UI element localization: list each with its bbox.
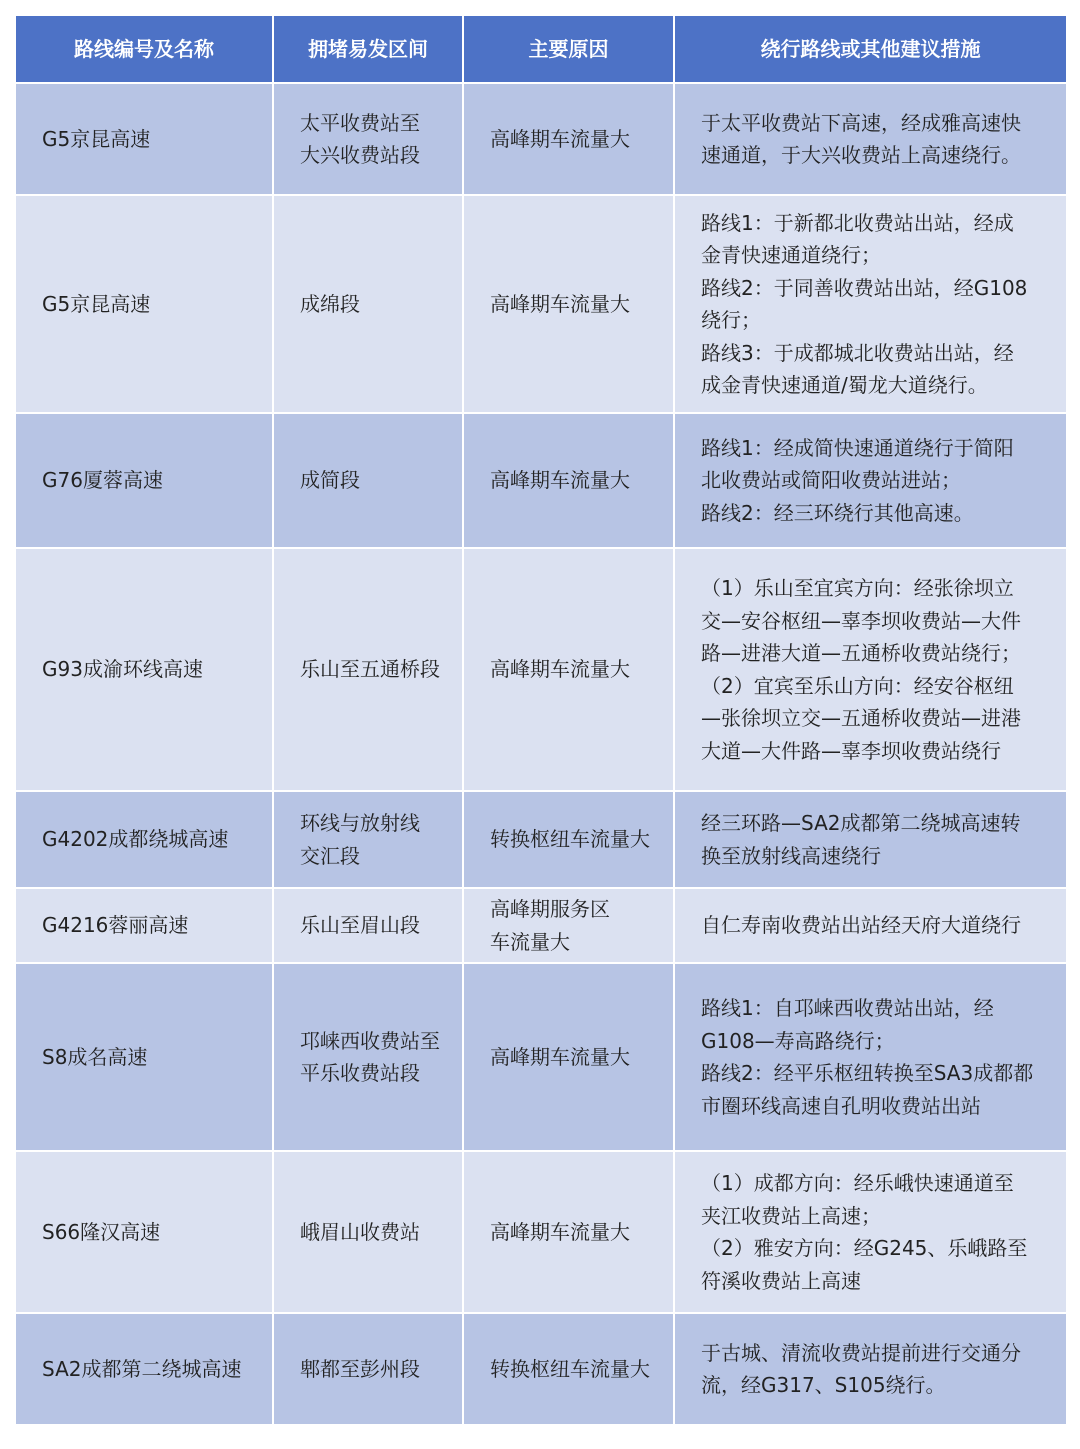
- detour-advice-cell-line: 金青快速通道绕行；: [701, 243, 881, 267]
- main-reason-cell: [463, 888, 674, 963]
- congestion-section-cell-line: 大兴收费站段: [300, 143, 420, 167]
- detour-advice-cell-line: （2）宜宾至乐山方向：经安谷枢纽: [701, 673, 1014, 698]
- main-reason-cell-line: 高峰期服务区: [490, 897, 610, 921]
- detour-advice-cell-line: 速通道，于大兴收费站上高速绕行。: [701, 143, 1021, 167]
- table-row: [15, 791, 1067, 888]
- main-reason-cell-line: 高峰期车流量大: [490, 291, 630, 316]
- route-name-cell: G93成渝环线高速: [15, 548, 273, 791]
- detour-advice-cell-line: （1）成都方向：经乐峨快速通道至: [701, 1171, 1014, 1195]
- route-name-cell: G4202成都绕城高速: [15, 791, 273, 888]
- detour-advice-cell: [674, 1151, 1067, 1313]
- detour-advice-cell: [674, 1313, 1067, 1425]
- main-reason-cell-line: 高峰期车流量大: [490, 126, 630, 151]
- table-row: [15, 548, 1067, 791]
- detour-advice-cell-line: 符溪收费站上高速: [701, 1268, 861, 1293]
- route-name-cell: G5京昆高速: [15, 195, 273, 413]
- detour-advice-cell-line: 市圈环线高速自孔明收费站出站: [701, 1093, 981, 1118]
- detour-advice-cell-line: 于古城、清流收费站提前进行交通分: [701, 1340, 1021, 1365]
- main-reason-cell-line: 高峰期车流量大: [490, 468, 630, 493]
- main-reason-cell: [463, 83, 674, 195]
- congestion-section-cell-line: 成简段: [300, 468, 360, 493]
- congestion-section-cell-line: 乐山至五通桥段: [300, 657, 440, 682]
- congestion-section-cell-line: 邛崃西收费站至: [300, 1028, 440, 1053]
- detour-advice-cell-line: 绕行；: [701, 308, 761, 332]
- table-row: [15, 195, 1067, 413]
- main-reason-cell-line: 转换枢纽车流量大: [490, 827, 650, 852]
- detour-advice-cell-line: 夹江收费站上高速；: [701, 1203, 881, 1228]
- congestion-section-cell: [273, 83, 463, 195]
- main-reason-cell: [463, 195, 674, 413]
- detour-advice-cell-line: 路线1：于新都北收费站出站，经成: [701, 210, 1014, 235]
- main-reason-cell-line: 高峰期车流量大: [490, 657, 630, 682]
- detour-advice-cell-line: 于太平收费站下高速，经成雅高速快: [701, 110, 1021, 135]
- detour-advice-cell: [674, 195, 1067, 413]
- congestion-section-cell: [273, 548, 463, 791]
- congestion-section-cell: [273, 791, 463, 888]
- congestion-section-cell-line: 环线与放射线: [300, 811, 420, 835]
- main-reason-cell-line: 高峰期车流量大: [490, 1044, 630, 1069]
- header-detour: 绕行路线或其他建议措施: [674, 15, 1067, 83]
- detour-advice-cell-line: （2）雅安方向：经G245、乐峨路至: [701, 1236, 1028, 1260]
- congestion-section-cell: [273, 413, 463, 548]
- detour-advice-cell-line: 大道—大件路—辜李坝收费站绕行: [701, 738, 1001, 763]
- detour-advice-cell: [674, 963, 1067, 1151]
- detour-advice-cell-line: 路线1：自邛崃西收费站出站，经: [701, 996, 994, 1020]
- detour-advice-cell-line: 路—进港大道—五通桥收费站绕行；: [701, 641, 1021, 665]
- detour-table-sheet: [14, 14, 1066, 1426]
- detour-advice-cell-line: 流，经G317、S105绕行。: [701, 1373, 946, 1397]
- detour-advice-cell: [674, 413, 1067, 548]
- route-name-cell: S8成名高速: [15, 963, 273, 1151]
- detour-advice-cell: [674, 888, 1067, 963]
- main-reason-cell: [463, 1151, 674, 1313]
- congestion-section-cell-line: 太平收费站至: [300, 110, 420, 135]
- main-reason-cell: [463, 963, 674, 1151]
- detour-advice-cell-line: G108—寿高路绕行；: [701, 1028, 895, 1053]
- detour-advice-cell-line: 路线2：经三环绕行其他高速。: [701, 500, 974, 525]
- table-row: [15, 1151, 1067, 1313]
- table-row: [15, 963, 1067, 1151]
- congestion-section-cell: [273, 963, 463, 1151]
- detour-advice-cell-line: 自仁寿南收费站出站经天府大道绕行: [701, 913, 1021, 938]
- detour-advice-cell: [674, 791, 1067, 888]
- detour-advice-cell-line: 路线3：于成都城北收费站出站，经: [701, 340, 1014, 365]
- congestion-section-cell: [273, 1313, 463, 1425]
- header-row: [15, 15, 1067, 83]
- detour-advice-cell-line: 北收费站或简阳收费站进站；: [701, 468, 961, 493]
- detour-advice-cell: [674, 83, 1067, 195]
- table-row: [15, 413, 1067, 548]
- table-row: [15, 888, 1067, 963]
- main-reason-cell: [463, 548, 674, 791]
- table-body: [15, 83, 1067, 1425]
- table-header: [15, 15, 1067, 83]
- main-reason-cell-line: 高峰期车流量大: [490, 1219, 630, 1244]
- detour-advice-cell-line: 经三环路—SA2成都第二绕城高速转: [701, 811, 1021, 835]
- main-reason-cell: [463, 791, 674, 888]
- congestion-section-cell-line: 郫都至彭州段: [300, 1356, 420, 1381]
- congestion-section-cell-line: 乐山至眉山段: [300, 913, 420, 938]
- detour-advice-cell-line: （1）乐山至宜宾方向：经张徐坝立: [701, 576, 1014, 600]
- detour-advice-cell-line: 路线2：经平乐枢纽转换至SA3成都都: [701, 1061, 1034, 1085]
- detour-advice-cell-line: 交—安谷枢纽—辜李坝收费站—大件: [701, 608, 1021, 633]
- route-name-cell: G4216蓉丽高速: [15, 888, 273, 963]
- congestion-section-cell-line: 成绵段: [300, 291, 360, 316]
- main-reason-cell-line: 车流量大: [490, 929, 570, 954]
- route-name-cell: G5京昆高速: [15, 83, 273, 195]
- detour-advice-cell-line: 路线2：于同善收费站出站，经G108: [701, 275, 1028, 300]
- table-row: [15, 1313, 1067, 1425]
- header-reason: 主要原因: [463, 15, 674, 83]
- congestion-section-cell: [273, 1151, 463, 1313]
- congestion-section-cell-line: 峨眉山收费站: [300, 1219, 420, 1244]
- detour-advice-cell: [674, 548, 1067, 791]
- header-section: 拥堵易发区间: [273, 15, 463, 83]
- detour-advice-cell-line: 换至放射线高速绕行: [701, 843, 881, 868]
- main-reason-cell: [463, 413, 674, 548]
- detour-advice-cell-line: 成金青快速通道/蜀龙大道绕行。: [701, 373, 988, 397]
- congestion-section-cell-line: 平乐收费站段: [300, 1061, 420, 1085]
- route-name-cell: S66隆汉高速: [15, 1151, 273, 1313]
- route-name-cell: G76厦蓉高速: [15, 413, 273, 548]
- detour-advice-cell-line: —张徐坝立交—五通桥收费站—进港: [701, 706, 1021, 730]
- congestion-section-cell: [273, 888, 463, 963]
- route-name-cell: SA2成都第二绕城高速: [15, 1313, 273, 1425]
- table-row: [15, 83, 1067, 195]
- header-route: 路线编号及名称: [15, 15, 273, 83]
- congestion-detour-table: [14, 14, 1068, 1426]
- congestion-section-cell-line: 交汇段: [300, 843, 360, 868]
- detour-advice-cell-line: 路线1：经成简快速通道绕行于简阳: [701, 435, 1014, 460]
- main-reason-cell: [463, 1313, 674, 1425]
- congestion-section-cell: [273, 195, 463, 413]
- main-reason-cell-line: 转换枢纽车流量大: [490, 1356, 650, 1381]
